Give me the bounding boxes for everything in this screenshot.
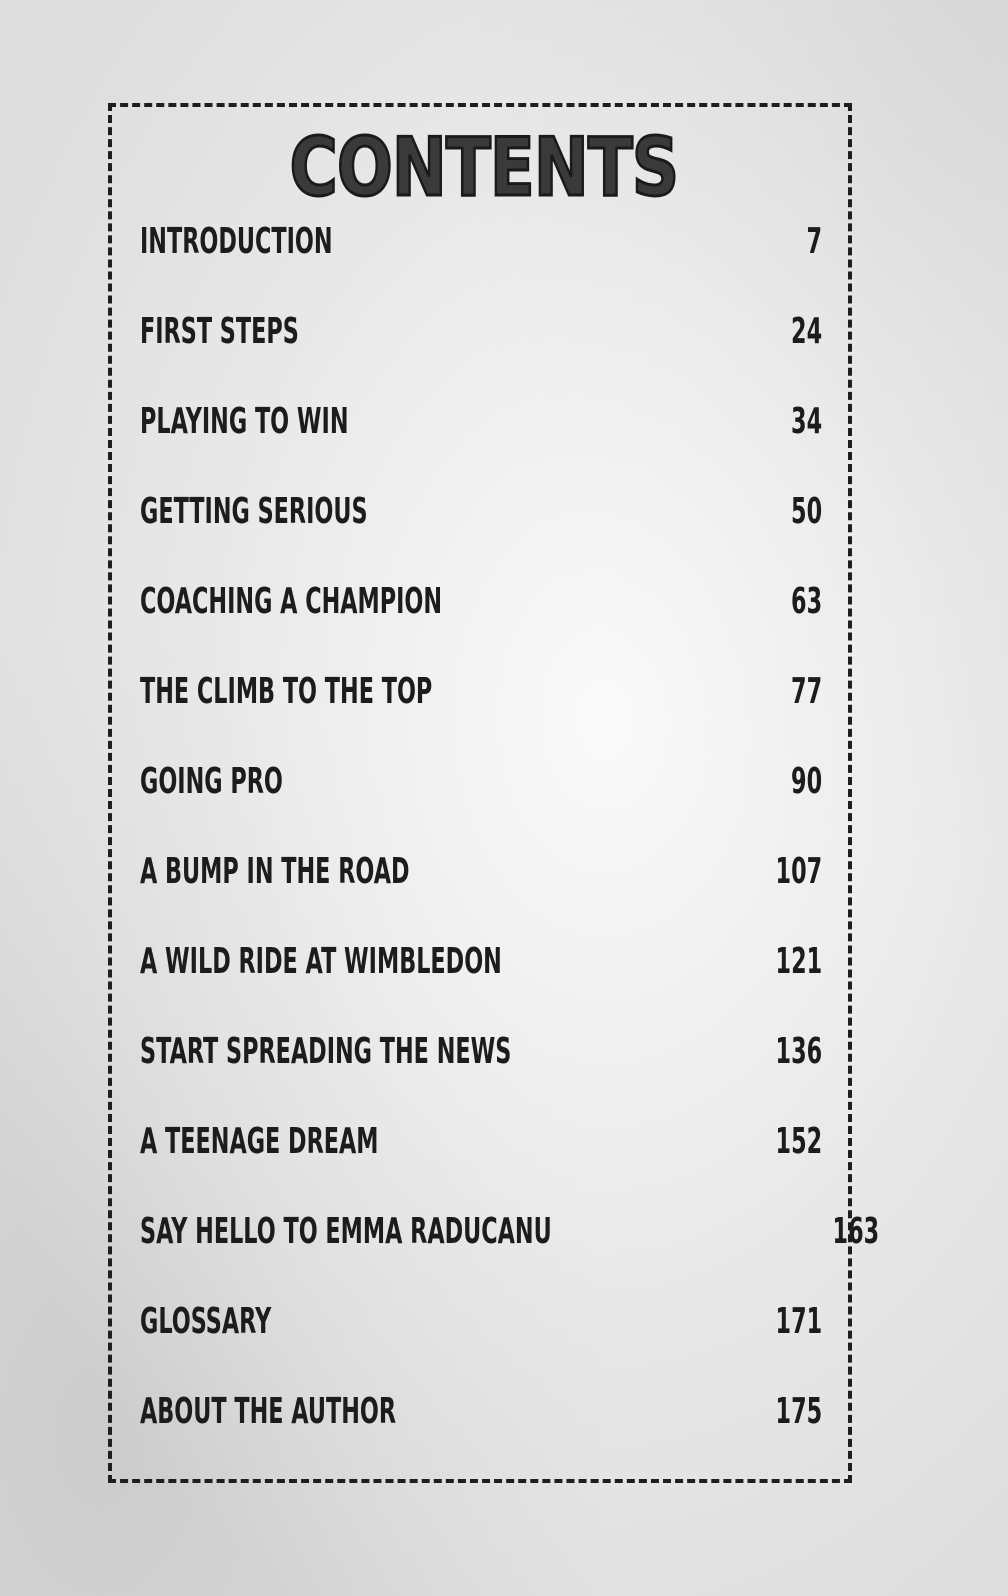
- page-number: 77: [790, 671, 822, 712]
- chapter-title: A TEENAGE DREAM: [140, 1121, 379, 1162]
- page-number: 90: [790, 761, 822, 802]
- toc-entry: [140, 490, 822, 580]
- toc-entry: [140, 1300, 822, 1390]
- toc-entry: [140, 580, 822, 670]
- chapter-title: SAY HELLO TO EMMA RADUCANU: [140, 1211, 552, 1252]
- page-number: 7: [806, 221, 822, 262]
- chapter-title: A BUMP IN THE ROAD: [140, 851, 410, 892]
- chapter-title: GOING PRO: [140, 761, 283, 802]
- page-number: 121: [775, 941, 822, 982]
- table-of-contents: [140, 220, 880, 1480]
- toc-entry: [140, 400, 822, 490]
- chapter-title: COACHING A CHAMPION: [140, 581, 443, 622]
- toc-entry: [140, 760, 822, 850]
- toc-entry: [140, 1120, 822, 1210]
- chapter-title: GETTING SERIOUS: [140, 491, 368, 532]
- chapter-title: FIRST STEPS: [140, 311, 299, 352]
- chapter-title: START SPREADING THE NEWS: [140, 1031, 512, 1072]
- toc-entry: [140, 670, 822, 760]
- page-title: CONTENTS: [289, 121, 679, 214]
- toc-entry: [140, 940, 822, 1030]
- page-number: 34: [790, 401, 822, 442]
- page-number: 136: [775, 1031, 822, 1072]
- page-number: 50: [790, 491, 822, 532]
- page-number: 163: [832, 1211, 880, 1252]
- chapter-title: GLOSSARY: [140, 1301, 272, 1342]
- toc-entry: [140, 1390, 822, 1480]
- page-number: 171: [775, 1301, 822, 1342]
- chapter-title: INTRODUCTION: [140, 221, 333, 262]
- toc-entry: [140, 1210, 880, 1300]
- toc-entry: [140, 310, 822, 400]
- toc-entry: [140, 850, 822, 940]
- page-number: 63: [790, 581, 822, 622]
- chapter-title: PLAYING TO WIN: [140, 401, 349, 442]
- page-number: 152: [775, 1121, 822, 1162]
- chapter-title: THE CLIMB TO THE TOP: [140, 671, 433, 712]
- chapter-title: ABOUT THE AUTHOR: [140, 1391, 397, 1432]
- toc-entry: [140, 220, 822, 310]
- toc-entry: [140, 1030, 822, 1120]
- page-number: 175: [775, 1391, 822, 1432]
- chapter-title: A WILD RIDE AT WIMBLEDON: [140, 941, 502, 982]
- page-number: 24: [790, 311, 822, 352]
- page-number: 107: [775, 851, 822, 892]
